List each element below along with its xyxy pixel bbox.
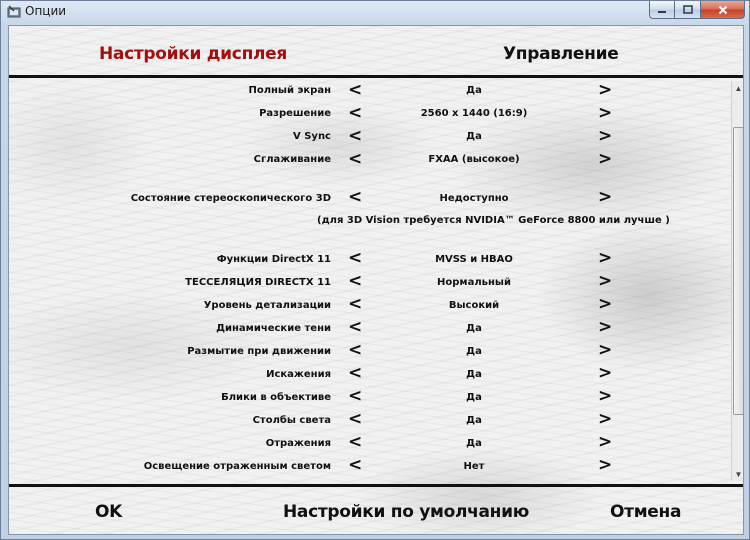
close-button[interactable] [701, 1, 745, 19]
setting-value-reflections: Да [466, 438, 482, 449]
setting-value-fullscreen: Да [466, 85, 482, 96]
setting-label-fullscreen: Полный экран [248, 85, 331, 96]
setting-value-motion-blur: Да [466, 346, 482, 357]
setting-value-light-shafts: Да [466, 415, 482, 426]
prev-lens-flares-button[interactable]: < [348, 386, 363, 406]
setting-label-antialiasing: Сглаживание [253, 154, 331, 165]
close-icon [718, 5, 728, 15]
setting-value-dynamic-shadows: Да [466, 323, 482, 334]
next-motion-blur-button[interactable]: > [598, 340, 613, 360]
prev-tessellation-button[interactable]: < [348, 271, 363, 291]
scroll-up-icon[interactable]: ▲ [734, 83, 743, 93]
next-antialiasing-button[interactable]: > [598, 149, 613, 169]
cancel-button[interactable]: Отмена [610, 502, 682, 522]
setting-value-lens-flares: Да [466, 392, 482, 403]
tab-controls[interactable]: Управление [503, 44, 619, 64]
settings-scrollbar[interactable] [731, 81, 744, 481]
prev-detail-level-button[interactable]: < [348, 294, 363, 314]
next-detail-level-button[interactable]: > [598, 294, 613, 314]
footer-divider [9, 484, 744, 487]
next-light-shafts-button[interactable]: > [598, 409, 613, 429]
setting-value-distortion: Да [466, 369, 482, 380]
prev-fullscreen-button[interactable]: < [348, 80, 363, 100]
setting-label-distortion: Искажения [266, 369, 331, 380]
setting-label-stereo-3d: Состояние стереоскопического 3D [130, 193, 331, 204]
next-directx11-features-button[interactable]: > [598, 248, 613, 268]
minimize-icon [657, 5, 667, 15]
setting-value-vsync: Да [466, 131, 482, 142]
options-panel [8, 25, 744, 535]
stereo-3d-requirement-note: (для 3D Vision требуется NVIDIA™ GeForce 8800 или лучше ) [317, 215, 670, 226]
setting-value-directx11-features: MVSS и HBAO [435, 254, 513, 265]
next-fullscreen-button[interactable]: > [598, 80, 613, 100]
next-distortion-button[interactable]: > [598, 363, 613, 383]
maximize-button[interactable] [675, 1, 701, 19]
setting-label-motion-blur: Размытие при движении [187, 346, 331, 357]
setting-label-reflected-lighting: Освещение отраженным светом [143, 461, 331, 472]
restore-defaults-button[interactable]: Настройки по умолчанию [283, 502, 529, 522]
setting-label-light-shafts: Столбы света [252, 415, 331, 426]
maximize-icon [683, 5, 693, 15]
grunge-background [9, 26, 743, 534]
setting-value-reflected-lighting: Нет [463, 461, 485, 472]
next-dynamic-shadows-button[interactable]: > [598, 317, 613, 337]
setting-label-dynamic-shadows: Динамические тени [216, 323, 331, 334]
prev-reflected-lighting-button[interactable]: < [348, 455, 363, 475]
setting-label-tessellation: ТЕССЕЛЯЦИЯ DIRECTX 11 [185, 277, 331, 288]
tab-display-settings[interactable]: Настройки дисплея [99, 44, 288, 64]
window-controls [649, 1, 745, 19]
ok-button[interactable]: OK [95, 502, 123, 522]
window-title: Опции [25, 4, 67, 18]
next-resolution-button[interactable]: > [598, 103, 613, 123]
prev-reflections-button[interactable]: < [348, 432, 363, 452]
prev-stereo-3d-button[interactable]: < [348, 187, 363, 207]
minimize-button[interactable] [649, 1, 675, 19]
setting-value-tessellation: Нормальный [437, 277, 511, 288]
scroll-down-icon[interactable]: ▼ [734, 469, 743, 479]
prev-directx11-features-button[interactable]: < [348, 248, 363, 268]
prev-motion-blur-button[interactable]: < [348, 340, 363, 360]
header-divider [9, 75, 744, 78]
prev-light-shafts-button[interactable]: < [348, 409, 363, 429]
setting-label-detail-level: Уровень детализации [203, 300, 331, 311]
setting-label-directx11-features: Функции DirectX 11 [216, 254, 331, 265]
title-bar[interactable] [1, 1, 749, 23]
setting-label-reflections: Отражения [265, 438, 331, 449]
prev-distortion-button[interactable]: < [348, 363, 363, 383]
next-reflected-lighting-button[interactable]: > [598, 455, 613, 475]
setting-label-lens-flares: Блики в объективе [221, 392, 331, 403]
setting-value-detail-level: Высокий [448, 300, 500, 311]
setting-value-resolution: 2560 x 1440 (16:9) [420, 108, 528, 119]
next-stereo-3d-button[interactable]: > [598, 187, 613, 207]
next-vsync-button[interactable]: > [598, 126, 613, 146]
setting-label-vsync: V Sync [293, 131, 331, 142]
prev-dynamic-shadows-button[interactable]: < [348, 317, 363, 337]
next-reflections-button[interactable]: > [598, 432, 613, 452]
setting-label-resolution: Разрешение [259, 108, 331, 119]
prev-resolution-button[interactable]: < [348, 103, 363, 123]
setting-value-antialiasing: FXAA (высокое) [428, 154, 520, 165]
prev-vsync-button[interactable]: < [348, 126, 363, 146]
app-icon [7, 5, 21, 19]
next-lens-flares-button[interactable]: > [598, 386, 613, 406]
prev-antialiasing-button[interactable]: < [348, 149, 363, 169]
scrollbar-thumb[interactable] [733, 127, 744, 415]
setting-value-stereo-3d: Недоступно [439, 193, 509, 204]
next-tessellation-button[interactable]: > [598, 271, 613, 291]
